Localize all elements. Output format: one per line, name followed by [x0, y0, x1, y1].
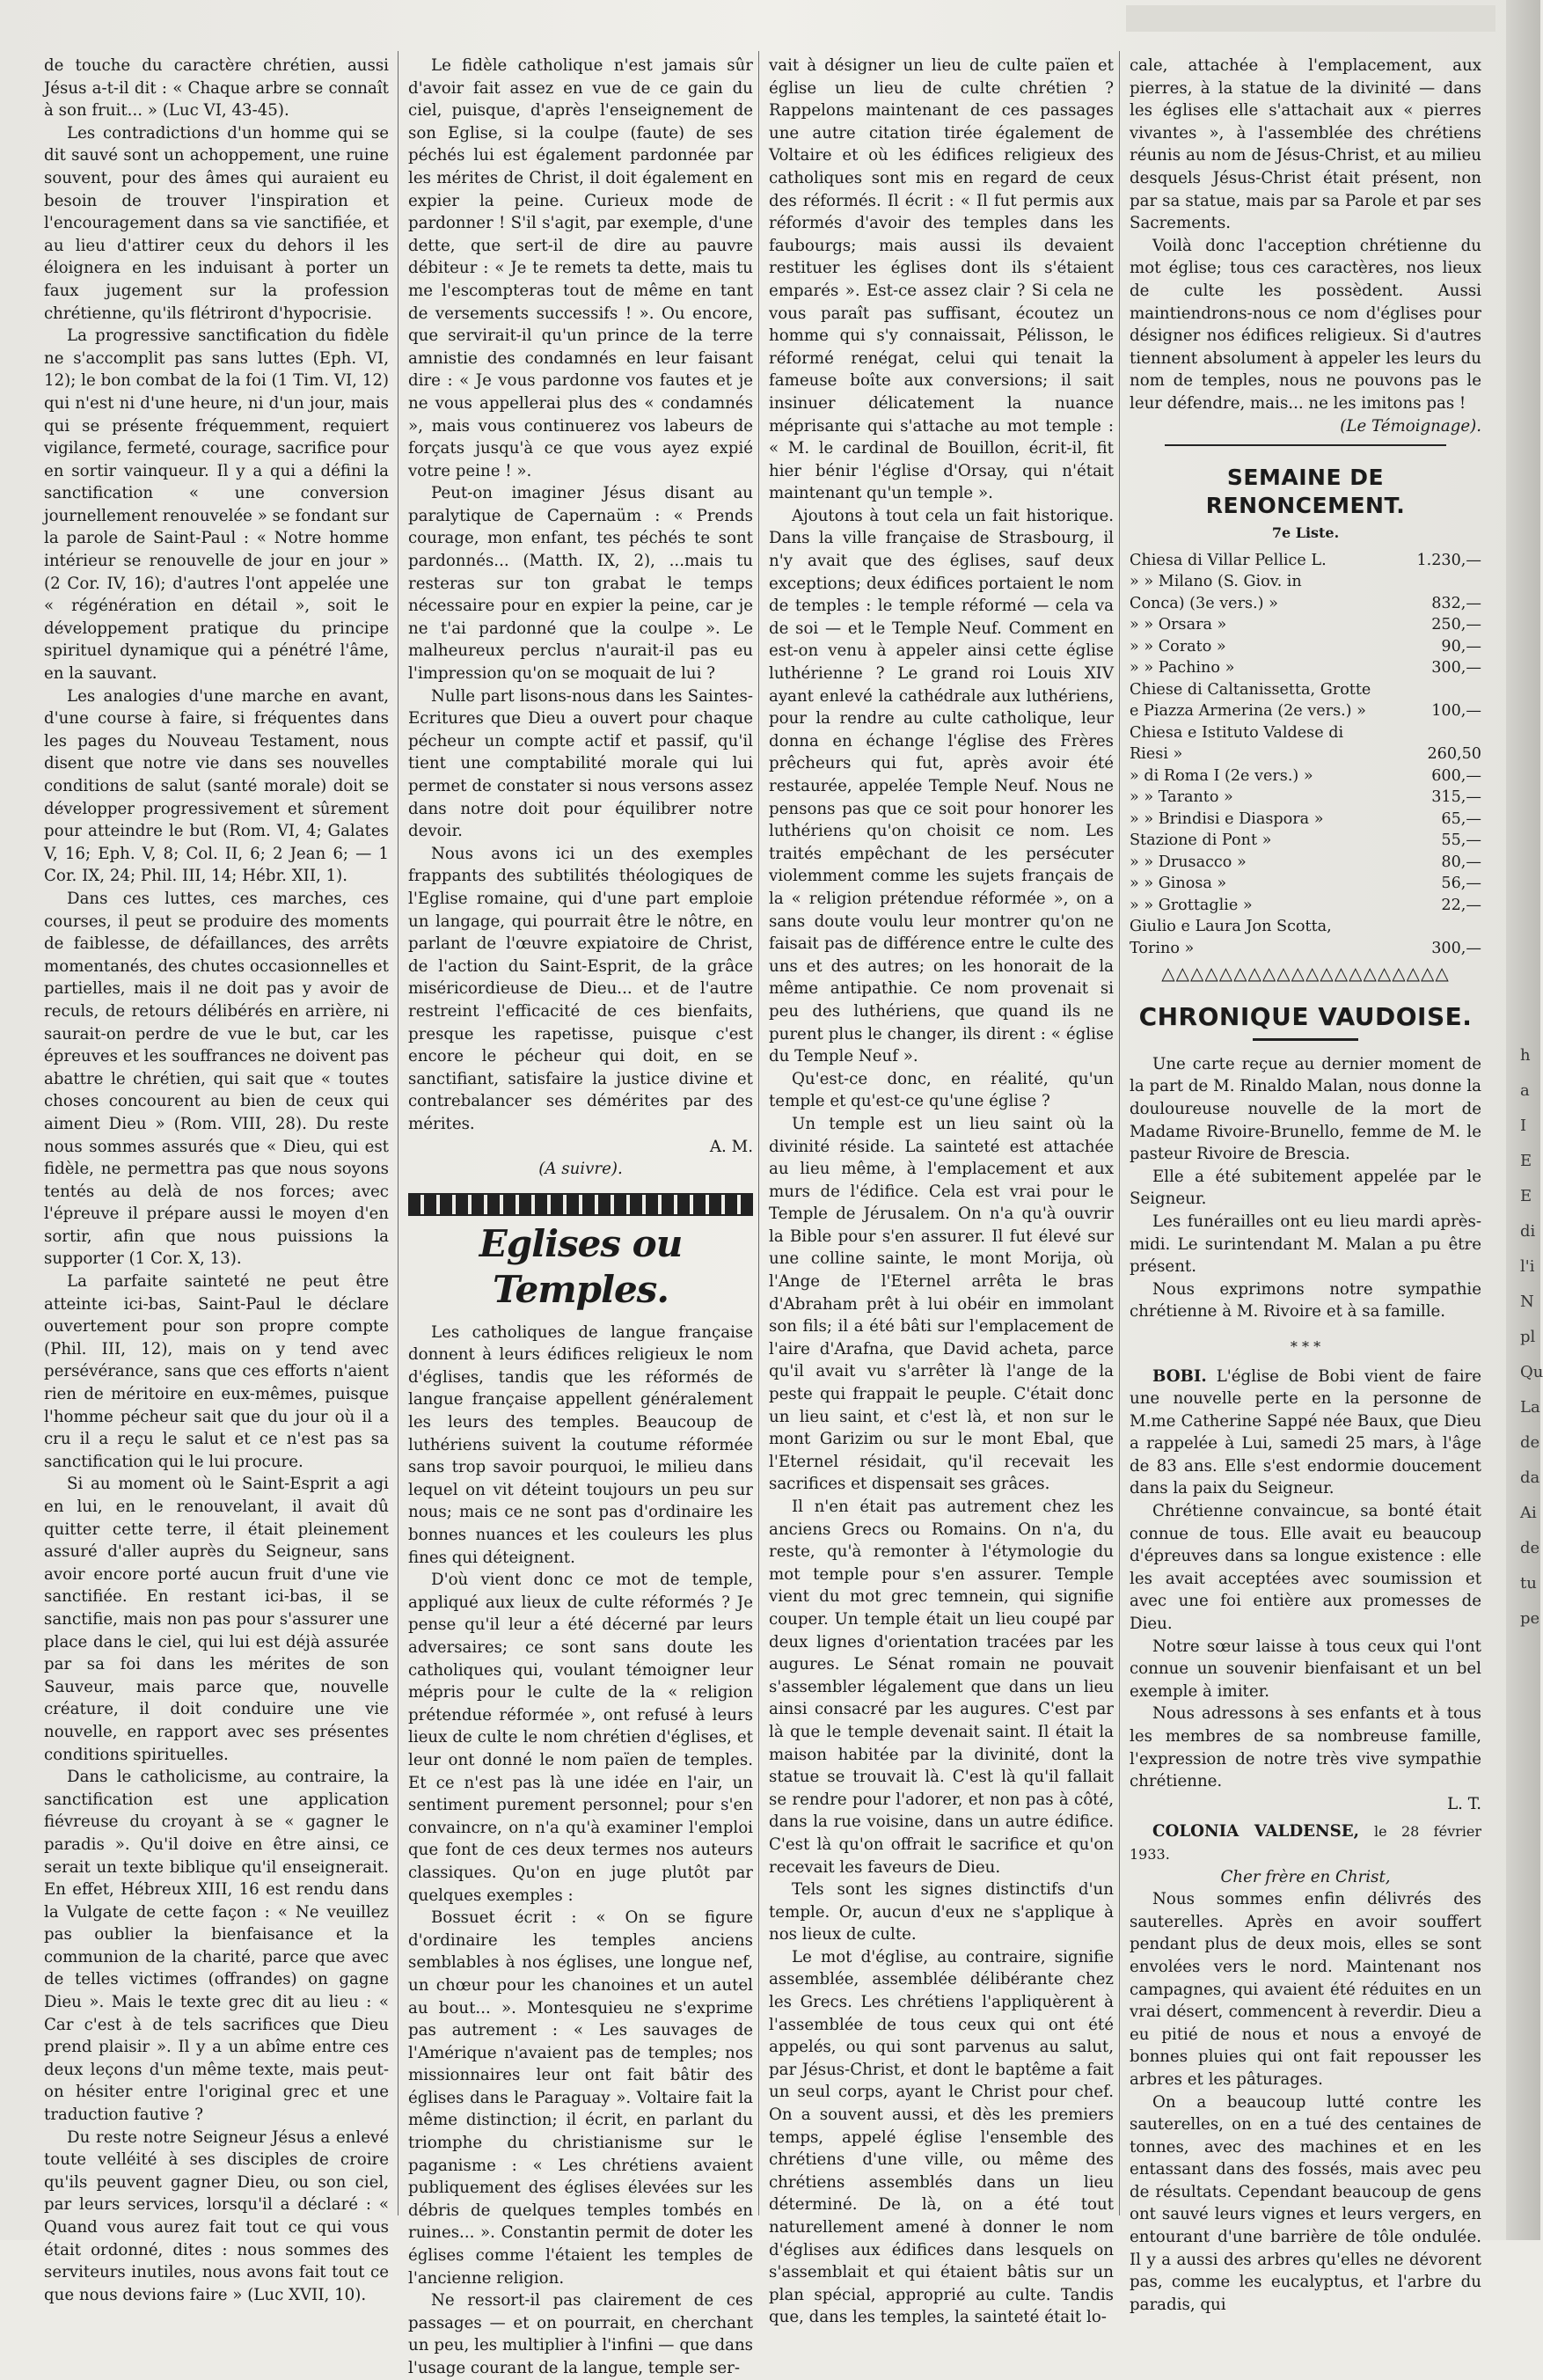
fragment-text: Ai — [1520, 1504, 1537, 1522]
donation-amount: 600,— — [1431, 766, 1481, 785]
fragment-text: Qu — [1520, 1363, 1543, 1381]
fragment-text: E — [1520, 1152, 1532, 1170]
donor-name: » » Corato » — [1130, 637, 1226, 655]
paragraph: Nulle part lisons-nous dans les Saintes-Ecritures que Dieu a ouvert pour chaque pécheur un compte actif et passif, qu'il tient une comptabilité morale qui lui permet de constater si nous versons assez dans notre doit pour équilibrer notre devoir. — [408, 686, 753, 841]
fragment-text: tu — [1520, 1574, 1537, 1593]
donation-row — [1130, 830, 1481, 852]
paragraph: Une carte reçue au dernier moment de la part de M. Rinaldo Malan, nous donne la douloureuse nouvelle de la mort de Madame Rivoire-Brunello, femme de M. le pasteur Rivoire de Brescia. — [1130, 1054, 1481, 1164]
column-1 — [44, 55, 389, 2304]
donation-row — [1130, 852, 1481, 874]
column-3 — [769, 55, 1114, 2327]
donation-amount: 300,— — [1431, 659, 1481, 677]
donation-row — [1130, 895, 1481, 917]
letter-date: le 28 février 1933. — [1130, 1823, 1481, 1863]
separator-stars: * * * — [1290, 1337, 1321, 1355]
donation-row — [1130, 765, 1481, 787]
donation-amount: 300,— — [1431, 939, 1481, 957]
donor-name: » » Pachino » — [1130, 659, 1235, 677]
decorative-border — [408, 1193, 753, 1216]
source-credit: (Le Témoignage). — [1340, 416, 1481, 436]
place-heading: BOBI. — [1152, 1366, 1207, 1386]
donation-row — [1130, 550, 1481, 572]
column-divider — [398, 51, 399, 2215]
section-title-semaine: SEMAINE DE RENONCEMENT. — [1205, 465, 1406, 519]
donor-name: » » Taranto » — [1130, 788, 1233, 807]
donation-amount: 260,50 — [1427, 745, 1481, 764]
donation-row — [1130, 571, 1481, 593]
donation-row — [1130, 722, 1481, 744]
donation-amount: 56,— — [1441, 875, 1481, 893]
paragraph: Tels sont les signes distinctifs d'un temple. Or, aucun d'eux ne s'applique à nos lieux de culte. — [769, 1880, 1114, 1944]
fragment-text: h — [1520, 1046, 1531, 1065]
column-divider — [758, 51, 759, 2215]
fragment-text: La — [1520, 1398, 1540, 1417]
donation-amount: 100,— — [1431, 702, 1481, 721]
paragraph: La progressive sanctification du fidèle ne s'accomplit pas sans luttes (Eph. VI, 12); le bon combat de la foi (1 Tim. VI, 12) qui n'est ni d'une heure, ni d'un jour, mais qui se présente fréquemment, requiert vigilance, fermeté, courage, sacrifice pour en sortir vainqueur. Il y a qui a défini la sanctification « une conversion journellement renouvelée » se fondant sur la parole de Saint-Paul : « Notre homme intérieur se renouvelle de jour en jour » (2 Cor. IV, 16); d'autres l'ont appelée une « régénération en détail », soit le développement pratique du principe spirituel dynamique qui a pénétré l'âme, en la sauvant. — [44, 326, 389, 684]
paragraph: Ajoutons à tout cela un fait historique. Dans la ville française de Strasbourg, il n'y avait que des églises, sauf deux exceptions; deux édifices portaient le nom de temples : le temple réformé — cela va de soi — et le Temple Neuf. Comment en est-on venu à appeler ainsi cette église luthérienne ? Le grand roi Louis XIV ayant enlevé la cathédrale aux luthériens, pour la rendre au culte catholique, leur donna en échange l'église des Frères prêcheurs qui fut, après avoir été restaurée, appelée Temple Neuf. Nous ne pensons pas que ce soit pour honorer les luthériens qu'on choisit ce nom. Les traités empêchant de les persécuter violemment comme les sujets français de la « religion prétendue réformée », on a sans doute voulu leur montrer qu'on ne faisait pas de différence entre le culte des uns et des autres; on les honorait de la même antipathie. Ce nom provenait si peu des luthériens, que quand ils ne purent plus le changer, ils dirent : « église du Temple Neuf ». — [769, 506, 1114, 1066]
donation-row — [1130, 700, 1481, 722]
donation-row — [1130, 743, 1481, 765]
donation-amount: 90,— — [1441, 637, 1481, 655]
donor-name: Chiesa e Istituto Valdese di — [1130, 723, 1344, 742]
paragraph: Nous exprimons notre sympathie chrétienne à M. Rivoire et à sa famille. — [1130, 1279, 1481, 1322]
paragraph: Dans le catholicisme, au contraire, la sanctification est une application fiévreuse du croyant à se « gagner le paradis ». Qu'il doive en être ainsi, ce serait un texte biblique qu'il enseignerait. En effet, Hébreux XIII, 16 est rendu dans la Vulgate de cette façon : « Ne veuillez pas oublier la bienfaisance et la communion de la charité, parce que avec de telles victimes (offrandes) on gagne Dieu ». Mais le texte grec dit au lieu : « Car c'est à de tels sacrifices que Dieu prend plaisir ». Il y a un abîme entre ces deux leçons d'un même texte, mais peut-on hésiter entre l'original grec et une traduction fautive ? — [44, 1768, 389, 2125]
fragment-text: N — [1520, 1293, 1534, 1311]
triangle-divider: △△△△△△△△△△△△△△△△△△△△ — [1161, 963, 1450, 985]
fragment-text: di — [1520, 1222, 1536, 1241]
donor-name: » » Milano (S. Giov. in — [1130, 573, 1302, 591]
donation-row — [1130, 873, 1481, 895]
paragraph: Nous avons ici un des exemples frappants des subtilités théologiques de l'Eglise romaine, qui d'une part emploie un langage, qui pourrait être le nôtre, en parlant de l'œuvre expiatoire de Christ, de l'action du Saint-Esprit, de la grâce miséricordieuse de Dieu... et de l'autre restreint l'efficacité de ces bienfaits, presque les rapetisse, puisque c'est encore le pécheur qui doit, en se sanctifiant, satisfaire la justice divine et contrebalancer ses démérites par des mérites. — [408, 844, 753, 1133]
paragraph: Peut-on imaginer Jésus disant au paralytique de Capernaüm : « Prends courage, mon enfant, tes péchés te sont pardonnés... (Matth. IX, 2), ...mais tu resteras sur ton grabat le temps nécessaire pour en expier la peine, car je ne t'ai pardonné que la coulpe ». Le malheureux perclus n'aurait-il pas eu l'impression qu'on se moquait de lui ? — [408, 484, 753, 684]
donor-name: » di Roma I (2e vers.) » — [1130, 766, 1313, 785]
paragraph: de touche du caractère chrétien, aussi Jésus a-t-il dit : « Chaque arbre se connaît à son fruit... » (Luc VI, 43-45). — [44, 56, 389, 121]
paragraph: Chrétienne convaincue, sa bonté était connue de tous. Elle avait eu beaucoup d'épreuves dans sa longue existence : elle les avait acceptées avec soumission et avec une foi entière aux promesses de Dieu. — [1130, 1502, 1481, 1634]
paragraph: Ne ressort-il pas clairement de ces passages — et on pourrait, en cherchant un peu, les multiplier à l'infini — que dans l'usage courant de la langue, temple ser- — [408, 2291, 753, 2377]
paragraph: cale, attachée à l'emplacement, aux pierres, à la statue de la divinité — dans les églises elle s'attachait aux « pierres vivantes », à l'assemblée des chrétiens réunis au nom de Jésus-Christ, et au milieu desquels Jésus-Christ était présent, non par sa statue, mais par sa Parole et par ses Sacrements. — [1130, 56, 1481, 233]
donor-name: Chiesa di Villar Pellice L. — [1130, 551, 1327, 569]
fragment-text: I — [1520, 1117, 1527, 1135]
fragment-text: E — [1520, 1187, 1532, 1205]
fragment-text: l'i — [1520, 1257, 1535, 1276]
paragraph: Le mot d'église, au contraire, signifie assemblée, assemblée délibérante chez les Grecs. Les chrétiens l'appliquèrent à l'assemblée de tous ceux qui ont été appelés, ou qui sont parvenus au salut, par Jésus-Christ, et dont le baptême a fait un seul corps, ayant le Christ pour chef. On a souvent aussi, et dès les premiers temps, appelé église l'ensemble des chrétiens d'une ville, ou même des chrétiens assemblés dans un lieu déterminé. De là, on a été tout naturellement amené à donner le nom d'églises aux édifices dans lesquels on s'assemblait et qui étaient bâtis sur un plan spécial, approprié au culte. Tandis que, dans les temples, la sainteté était lo- — [769, 1947, 1114, 2327]
donor-name: e Piazza Armerina (2e vers.) » — [1130, 702, 1366, 721]
donation-row — [1130, 636, 1481, 658]
donation-row — [1130, 938, 1481, 960]
paragraph: Voilà donc l'acception chrétienne du mot église; tous ces caractères, nos lieux de culte les possèdent. Aussi maintiendrons-nous ce nom d'églises pour désigner nos édifices religieux. Si d'autres tiennent absolument à appeler les leurs du nom de temples, nous ne pouvons pas le leur défendre, mais... ne les imitons pas ! — [1130, 236, 1481, 413]
donation-row — [1130, 679, 1481, 701]
fragment-text: pe — [1520, 1609, 1540, 1628]
donor-name: Giulio e Laura Jon Scotta, — [1130, 918, 1332, 936]
donor-name: Conca) (3e vers.) » — [1130, 594, 1278, 612]
paragraph: Il n'en était pas autrement chez les anciens Grecs ou Romains. On n'a, du reste, qu'à remonter à l'étymologie du mot temple pour s'en assurer. Temple vient du mot grec temnein, qui signifie couper. Un temple était un lieu coupé par deux lignes d'orientation tracées par les augures. Le Sénat romain ne pouvait s'assembler légalement que dans un lieu ainsi consacré par les augures. C'est par là que le temple devenait saint. Il était la maison habitée par la divinité, dont la statue se trouvait là. C'est là qu'il fallait se rendre pour l'adorer, et non pas à côté, dans la rue voisine, dans un autre édifice. C'est là qu'on offrait le sacrifice et qu'on recevait les faveurs de Dieu. — [769, 1498, 1114, 1877]
top-torn-strip — [1126, 5, 1495, 32]
donations-list — [1130, 550, 1481, 960]
list-number: 7e Liste. — [1271, 524, 1340, 542]
fragment-text: de — [1520, 1433, 1540, 1452]
section-title-chronique: CHRONIQUE VAUDOISE. — [1138, 1001, 1473, 1031]
paragraph: Un temple est un lieu saint où la divinité réside. La sainteté est attachée au lieu même, à l'emplacement et aux murs de l'édifice. Cela est vrai pour le Temple de Jérusalem. On n'a qu'à ouvrir la Bible pour s'en assurer. Il fut élevé sur une colline sainte, le mont Morija, où l'Ange de l'Eternel arrêta le bras d'Abraham prêt à lui obéir en immolant son fils; il a été bâti sur l'emplacement de l'aire d'Arafna, que David acheta, parce qu'il avait vu s'arrêter là l'ange de la peste qui frappait le peuple. C'était donc un lieu saint, et c'est là, et non sur le mont Garizim ou sur le mont Ebal, que l'Eternel résidait, qu'il recevait les sacrifices et dispensait ses grâces. — [769, 1114, 1114, 1494]
donation-row — [1130, 593, 1481, 615]
fragment-text: a — [1520, 1081, 1530, 1100]
paragraph: Notre sœur laisse à tous ceux qui l'ont connue un souvenir bienfaisant et un bel exemple à imiter. — [1130, 1637, 1481, 1701]
paragraph: Si au moment où le Saint-Esprit a agi en lui, en le renouvelant, il avait dû quitter cette terre, il était pleinement assuré d'aller auprès du Seigneur, sans avoir encore porté aucun fruit d'une vie sanctifiée. En restant ici-bas, il se sanctifie, mais non pas pour s'assurer une place dans le ciel, qui lui est déjà assurée par sa foi dans les mérites de son Sauveur, mais parce que, nouvelle créature, il doit conduire une vie nouvelle, en rapport avec ses présentes conditions spirituelles. — [44, 1475, 389, 1764]
donor-name: Stazione di Pont » — [1130, 831, 1272, 850]
donation-amount: 250,— — [1431, 616, 1481, 634]
donor-name: Torino » — [1130, 939, 1195, 957]
column-divider — [1119, 51, 1120, 2215]
donor-name: » » Orsara » — [1130, 616, 1227, 634]
donation-amount: 22,— — [1441, 896, 1481, 914]
title-underline — [1253, 1038, 1358, 1044]
donation-row — [1130, 787, 1481, 809]
paragraph: Elle a été subitement appelée par le Seigneur. — [1130, 1167, 1481, 1209]
fragment-text: da — [1520, 1468, 1540, 1487]
donation-amount: 65,— — [1441, 809, 1481, 828]
paragraph: L'église de Bobi vient de faire une nouvelle perte en la personne de M.me Catherine Sappé née Baux, que Dieu a rappelée à Lui, samedi 25 mars, à l'âge de 83 ans. Elle s'est endormie doucement dans la paix du Seigneur. — [1130, 1366, 1481, 1498]
to-be-continued: (A suivre). — [538, 1160, 623, 1179]
donation-amount: 80,— — [1441, 853, 1481, 871]
paragraph: vait à désigner un lieu de culte païen et église un lieu de culte chrétien ? Rappelons maintenant de ces passages une autre citation tirée également de Voltaire et où les édifices religieux des catholiques sont mis en regard de ceux des réformés. Il écrit : « Il fut permis aux réformés d'avoir des temples dans les faubourgs; mais aussi ils devaient restituer les églises dont ils s'étaient emparés ». Est-ce assez clair ? Si cela ne vous paraît pas suffisant, écoutez un homme qui s'y connaissait, Pélisson, le réformé renégat, celui qui tenait la fameuse boîte aux conversions; il sait insinuer délicatement la nuance méprisante qui s'attache au mot temple : « M. le cardinal de Bouillon, écrit-il, fit hier bénir l'église d'Orsay, qui n'était maintenant qu'un temple ». — [769, 56, 1114, 503]
column-4 — [1130, 55, 1481, 2314]
paragraph: Nous adressons à ses enfants et à tous les membres de sa nombreuse famille, l'expression de notre très vive sympathie chrétienne. — [1130, 1704, 1481, 1791]
donor-name: » » Drusacco » — [1130, 853, 1247, 871]
donor-name: Chiese di Caltanissetta, Grotte — [1130, 680, 1371, 699]
paragraph: Bossuet écrit : « On se figure d'ordinaire les temples anciens semblables à nos églises, une longue nef, un chœur pour les chanoines et un autel au bout... ». Montesquieu ne s'exprime pas autrement : « Les sauvages de l'Amérique n'avaient pas de temples; nos missionnaires leur ont fait bâtir des églises dans le Paraguay ». Voltaire fait la même distinction; il écrit, en parlant du triomphe du christianisme sur le paganisme : « Les chrétiens avaient publiquement des églises élevées sur les débris de quelques temples tombés en ruines... ». Constantin permit de doter les églises comme l'étaient les temples de l'ancienne religion. — [408, 1908, 753, 2288]
donor-name: Riesi » — [1130, 745, 1183, 764]
donation-row — [1130, 809, 1481, 831]
column-2 — [408, 55, 753, 2377]
paragraph: Dans ces luttes, ces marches, ces courses, il peut se produire des moments de faiblesse, de défaillances, des arrêts momentanés, des chutes occasionnelles et partielles, mais il ne doit pas y avoir de reculs, de retours délibérés en arrière, ni saurait-on perdre de vue le but, car les épreuves et les souffrances ne doivent pas abattre le chrétien, qui sait que « toutes choses concourent au bien de ceux qui aiment Dieu » (Rom. VIII, 28). Du reste nous sommes assurés que « Dieu, qui est fidèle, ne permettra pas que nous soyons tentés au delà de nos forces; avec l'épreuve il prépare aussi le moyen d'en sortir, afin que nous puissions la supporter (1 Cor. X, 13). — [44, 889, 389, 1269]
section-divider — [1165, 444, 1446, 446]
article-title: Eglises ou Temples. — [479, 1221, 683, 1311]
author-signature: A. M. — [709, 1137, 753, 1156]
donation-amount: 55,— — [1441, 831, 1481, 850]
donation-amount: 315,— — [1431, 788, 1481, 807]
donor-name: » » Grottaglie » — [1130, 896, 1253, 914]
donor-name: » » Ginosa » — [1130, 875, 1227, 893]
paragraph: Nous sommes enfin délivrés des sauterelles. Après en avoir souffert pendant plus de deux mois, elles se sont envolées vers le nord. Maintenant nos campagnes, qui avaient été réduites en un vrai désert, commencent à reverdir. Dieu a eu pitié de nous et nous a envoyé de bonnes pluies qui ont fait repousser les arbres et les pâturages. — [1130, 1890, 1481, 2089]
author-signature: L. T. — [1447, 1794, 1481, 1813]
paragraph: Les analogies d'une marche en avant, d'une course à faire, si fréquentes dans les pages du Nouveau Testament, nous disent que notre vie dans ses nouvelles conditions de salut (santé morale) doit se développer progressivement et sûrement pour atteindre le but (Rom. VI, 4; Galates V, 16; Eph. V, 8; Col. II, 6; 2 Jean 6; — 1 Cor. IX, 24; Phil. III, 14; Hébr. XII, 1). — [44, 686, 389, 886]
paragraph: Les catholiques de langue française donnent à leurs édifices religieux le nom d'églises, tandis que les réformés de langue française appellent généralement les leurs des temples. Beaucoup de luthériens suivent la coutume réformée sans trop savoir pourquoi, le milieu dans lequel on vit déteint toujours un peu sur nous; mais ce ne sont pas d'ordinaire les bonnes nuances et les couleurs les plus fines qui déteignent. — [408, 1322, 753, 1567]
paragraph: D'où vient donc ce mot de temple, appliqué aux lieux de culte réformés ? Je pense qu'il leur a été décerné par leurs adversaires; ce sont sans doute les catholiques qui, voulant témoigner leur mépris pour le culte de la « religion prétendue réformée », ont refusé à leurs lieux de culte le nom chrétien d'églises, et leur ont donné le nom païen de temples. Et ce n'est pas là une idée en l'air, un sentiment purement personnel; pour s'en convaincre, on n'a qu'à examiner l'emploi que font de ces deux termes nos auteurs classiques. Qu'on en juge plutôt par quelques exemples : — [408, 1571, 753, 1905]
donation-amount: 832,— — [1431, 594, 1481, 612]
paragraph: Les contradictions d'un homme qui se dit sauvé sont un achoppement, une ruine souvent, pour des âmes qui auraient eu besoin de trouver l'inspiration et l'encouragement dans sa vie sanctifiée, et au lieu d'attirer ceux du dehors il les éloignera en les induisant à porter un faux jugement sur la profession chrétienne, qu'ils flétriront d'hypocrisie. — [44, 123, 389, 323]
donation-amount: 1.230,— — [1416, 551, 1481, 569]
fragment-text: pl — [1520, 1328, 1536, 1346]
letter-salutation: Cher frère en Christ, — [1220, 1867, 1391, 1886]
paragraph: On a beaucoup lutté contre les sauterelles, on en a tué des centaines de tonnes, avec des machines et en les entassant dans des fossés, mais avec peu de résultats. Cependant beaucoup de gens ont sauvé leurs vignes et leurs vergers, en entourant d'une barrière de tôle ondulée. Il y a aussi des arbres qu'elles ne dévorent pas, comme les eucalyptus, et l'arbre du paradis, qui — [1130, 2092, 1481, 2314]
adjacent-page-fragments — [1520, 1038, 1543, 1637]
fragment-text: de — [1520, 1539, 1540, 1557]
paragraph: Le fidèle catholique n'est jamais sûr d'avoir fait assez en vue de ce gain du ciel, puisque, d'après l'enseignement de son Eglise, si la coulpe (faute) de ses péchés lui est également pardonnée par les mérites de Christ, il doit également en expier la peine. Curieux mode de pardonner ! S'il s'agit, par exemple, d'une dette, que sert-il de dire au pauvre débiteur : « Je te remets ta dette, mais tu me l'escompteras tout de même en tant de versements successifs ! ». Ou encore, que servirait-il qu'un prince de la terre amnistie des condamnés en leur faisant dire : « Je vous pardonne vos fautes et je ne vous appellerai plus des « condamnés », mais vous continuerez vos labeurs de forçats jusqu'à ce que vous ayez expié votre peine ! ». — [408, 56, 753, 480]
paragraph: La parfaite sainteté ne peut être atteinte ici-bas, Saint-Paul le déclare ouvertement pour son propre compte (Phil. III, 12), mais on y tend avec persévérance, sans que ces efforts n'aient rien de méritoire en eux-mêmes, puisque l'homme pécheur sait que du jour où il a cru il a reçu le salut et ce n'est pas sa sanctification qui le lui procure. — [44, 1272, 389, 1471]
donation-row — [1130, 657, 1481, 679]
place-heading: COLONIA VALDENSE, — [1152, 1822, 1359, 1842]
paragraph: Qu'est-ce donc, en réalité, qu'un temple et qu'est-ce qu'une église ? — [769, 1069, 1114, 1111]
donation-row — [1130, 614, 1481, 636]
paragraph: Les funérailles ont eu lieu mardi après-midi. Le surintendant M. Malan a pu être présent. — [1130, 1212, 1481, 1277]
donor-name: » » Brindisi e Diaspora » — [1130, 809, 1324, 828]
donation-row — [1130, 916, 1481, 938]
paragraph: Du reste notre Seigneur Jésus a enlevé toute velléité à ses disciples de croire qu'ils peuvent gagner Dieu, ou son ciel, par leurs services, lorsqu'il a déclaré : « Quand vous aurez fait tout ce qui vous était ordonné, dites : nous sommes des serviteurs inutiles, nous avons fait tout ce que nous devions faire » (Luc XVII, 10). — [44, 2127, 389, 2304]
